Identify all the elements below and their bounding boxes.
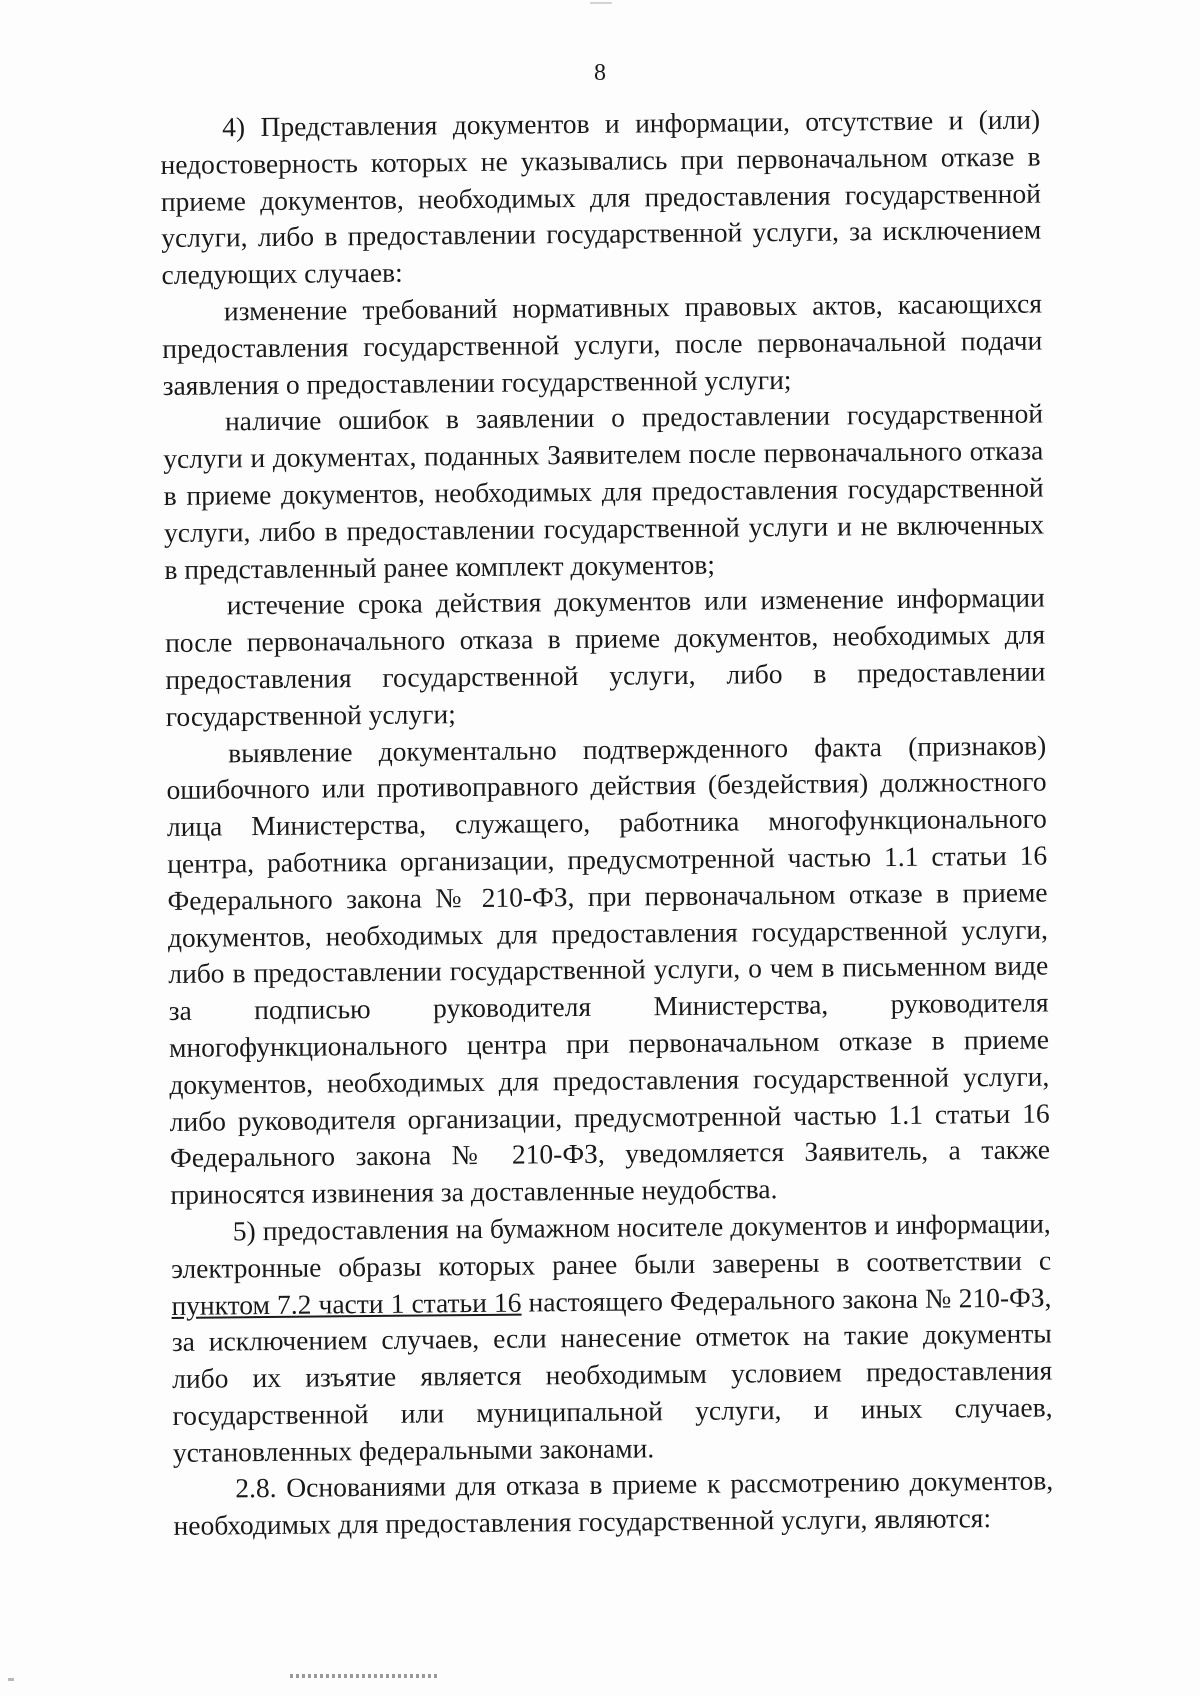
scan-artifact — [8, 1678, 14, 1681]
paragraph-item-5-text-start: 5) предоставления на бумажном носителе документов и информации, электронные образы которых ранее были заверены в соответствии с — [170, 1207, 1052, 1284]
document-body — [160, 102, 1054, 1545]
paragraph-section-2-8: 2.8. Основаниями для отказа в приеме к рассмотрению документов, необходимых для предоставления государственной услуги, являются: — [173, 1464, 1054, 1542]
paragraph-item-5-text-end: настоящего Федерального закона № 210-ФЗ, за исключением случаев, если нанесение отметок на такие документы либо их изъятие является необходимым условием предоставления государственной или муниципальной услуги, и иных случаев, установленных федеральными законами. — [171, 1280, 1053, 1468]
paragraph-item-4: 4) Представления документов и информации, отсутствие и (или) недостоверность которых не указывались при первоначальном отказе в приеме документов, необходимых для предоставления государственной услуги, либо в предоставлении государственной услуги, за исключением следующих случаев: — [160, 103, 1042, 291]
scan-artifact — [590, 2, 612, 4]
paragraph-requirements-change: изменение требований нормативных правовых актов, касающихся предоставления государственной услуги, после первоначальной подачи заявления о предоставлении государственной услуги; — [162, 287, 1043, 401]
scan-artifact — [290, 1674, 440, 1678]
page-number: 8 — [594, 60, 606, 86]
paragraph-item-5 — [171, 1205, 1053, 1471]
law-reference-link: пунктом 7.2 части 1 статьи 16 — [171, 1286, 522, 1321]
paragraph-official-misconduct: выявление документально подтвержденного факта (признаков) ошибочного или противоправного действия (бездействия) должностного лица Министерства, служащего, работника многофункционального центра, работника организации, предусмотренной частью 1.1 статьи 16 Федерального закона № 210-ФЗ, при первоначальном отказе в приеме документов, необходимых для предоставления государственной услуги, либо в предоставлении государственной услуги, о чем в письменном виде за подписью руководителя Министерства, руководителя многофункционального центра при первоначальном отказе в приеме документов, необходимых для предоставления государственной услуги, либо руководителя организации, предусмотренной частью 1.1 статьи 16 Федерального закона № 210-ФЗ, уведомляется Заявитель, а также приносятся извинения за доставленные неудобства. — [166, 729, 1051, 1211]
paragraph-errors-in-application: наличие ошибок в заявлении о предоставлении государственной услуги и документах, поданных Заявителем после первоначального отказа в приеме документов, необходимых для предоставления государственной услуги, либо в предоставлении государственной услуги и не включенных в представленный ранее комплект документов; — [163, 397, 1045, 585]
paragraph-document-expiry: истечение срока действия документов или изменение информации после первоначального отказа в приеме документов, необходимых для предоставления государственной услуги, либо в предоставлении государственной услуги; — [164, 581, 1046, 732]
